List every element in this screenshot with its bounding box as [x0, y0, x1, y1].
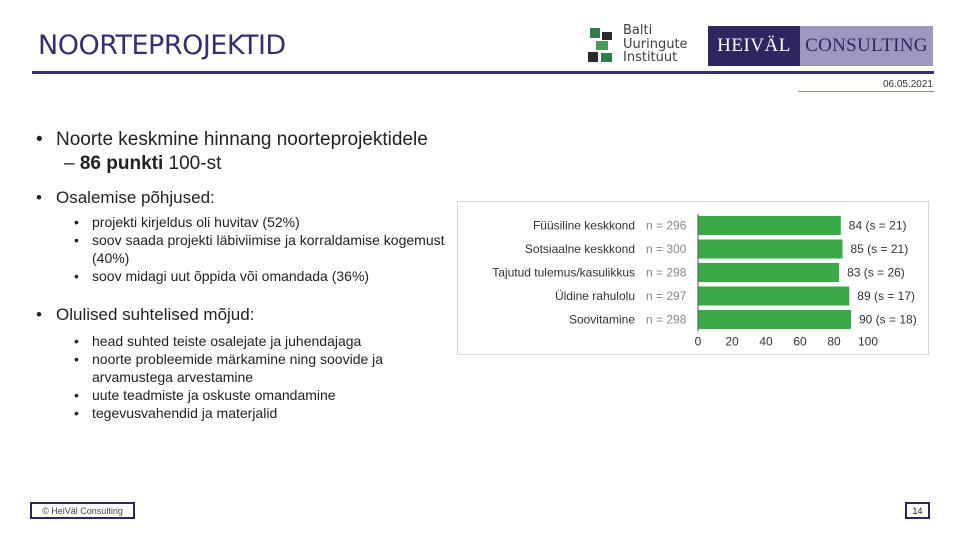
category-label: Tajutud tulemus/kasulikkus — [492, 265, 635, 280]
impacts-list — [74, 332, 454, 422]
category-label: Soovitamine — [568, 312, 635, 327]
bui-logo — [587, 24, 697, 68]
x-tick-label: 20 — [725, 334, 739, 349]
bullet-1-rest: 100-st — [163, 153, 222, 174]
bui-logo-text: Balti Uuringute Instituut — [623, 23, 688, 65]
footer-copyright: © HeiVäl Consulting — [30, 502, 135, 519]
bar — [698, 310, 851, 329]
x-tick-label: 0 — [694, 334, 702, 349]
bullet-1-dash: – — [64, 153, 80, 174]
category-label: Füüsiline keskkond — [532, 218, 635, 233]
category-label: Üldine rahulolu — [554, 289, 635, 303]
bar — [698, 216, 841, 235]
bullet-1-text: Noorte keskmine hinnang noorteprojektidele — [56, 129, 428, 150]
list-item: • soov saada projekti läbiviimise ja korraldamise kogemust (40%) — [74, 231, 454, 267]
reasons-list — [74, 213, 454, 285]
page-title: NOORTEPROJEKTID — [38, 30, 286, 61]
bullet-participation-reasons: • Osalemise põhjused: — [36, 188, 215, 207]
list-item: • projekti kirjeldus oli huvitav (52%) — [74, 213, 454, 231]
bar — [698, 287, 849, 306]
n-label: n = 298 — [646, 312, 687, 327]
x-tick-label: 60 — [793, 334, 807, 349]
bullet-1-score: 86 punkti — [79, 153, 164, 174]
bar — [698, 263, 839, 282]
n-label: n = 298 — [646, 265, 687, 280]
x-tick-label: 100 — [857, 334, 879, 349]
rating-chart — [457, 201, 929, 355]
heival-consulting-logo — [708, 26, 933, 66]
date-underline — [798, 91, 934, 92]
n-label: n = 300 — [646, 242, 687, 256]
list-item: • uute teadmiste ja oskuste omandamine — [74, 386, 454, 404]
x-tick-label: 80 — [827, 334, 841, 349]
bullet-average-rating: • Noorte keskmine hinnang noorteprojektidele – 86 punkti 100-st — [36, 129, 428, 174]
bullet-relative-impacts: • Olulised suhtelised mõjud: — [36, 305, 255, 324]
data-label: 84 (s = 21) — [848, 218, 907, 233]
x-tick-label: 40 — [759, 334, 773, 349]
data-label: 85 (s = 21) — [850, 242, 909, 256]
list-item: • head suhted teiste osalejate ja juhendajaga — [74, 332, 454, 350]
data-label: 90 (s = 18) — [859, 312, 917, 327]
heival-logo-part: HEIVÄL — [708, 26, 800, 66]
consulting-logo-part: CONSULTING — [800, 26, 933, 66]
bui-logo-mark-icon — [587, 26, 617, 64]
slide-date: 06.05.2021 — [882, 79, 933, 90]
bar — [698, 240, 843, 259]
n-label: n = 297 — [646, 289, 687, 303]
rating-chart-svg — [458, 202, 930, 356]
list-item: • noorte probleemide märkamine ning soovide ja arvamustega arvestamine — [74, 350, 454, 386]
data-label: 89 (s = 17) — [857, 289, 916, 303]
data-label: 83 (s = 26) — [847, 265, 905, 280]
title-underline — [32, 71, 934, 74]
list-item: • soov midagi uut õppida või omandada (36%) — [74, 267, 454, 285]
bullet-2-text: Osalemise põhjused: — [56, 188, 215, 207]
list-item: • tegevusvahendid ja materjalid — [74, 404, 454, 422]
category-label: Sotsiaalne keskkond — [524, 242, 635, 256]
n-label: n = 296 — [646, 218, 687, 233]
page-number: 14 — [905, 502, 930, 519]
bullet-3-text: Olulised suhtelised mõjud: — [56, 305, 255, 324]
